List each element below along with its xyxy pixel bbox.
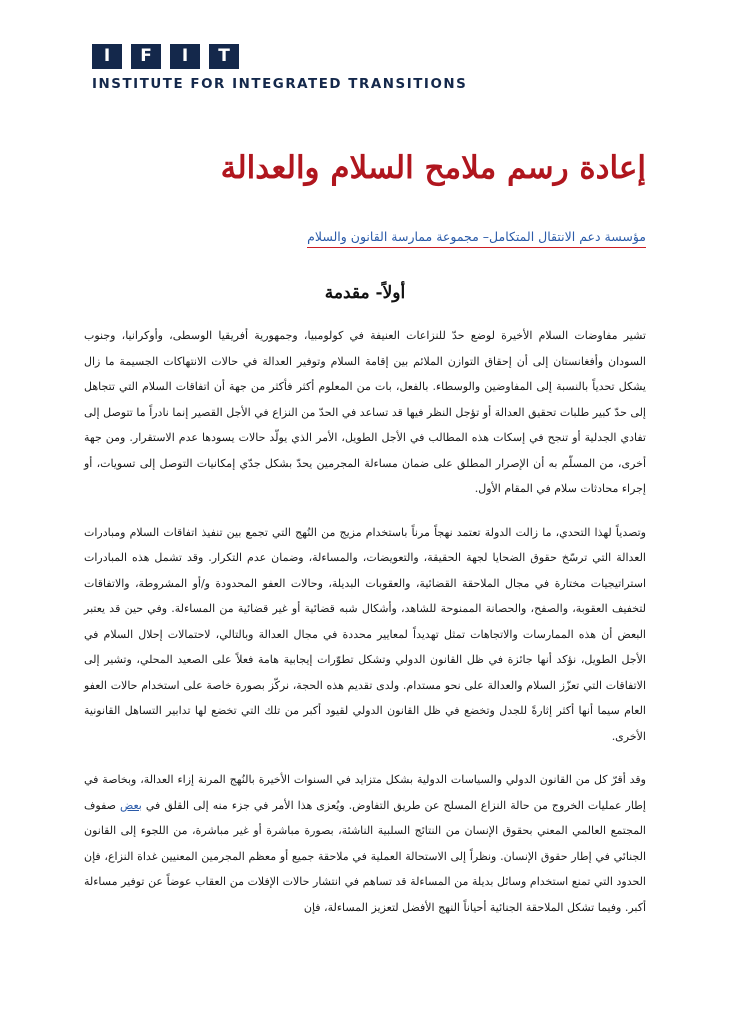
paragraph-text-before-link: وقد أقرّ كل من القانون الدولي والسياسات الدولية بشكل متزايد في السنوات الأخيرة بالنُهج المرنة إزاء العدالة، وبخاصة في إطار عمليات الخروج من حالة النزاع المسلح عن طريق التفاوض. ويُعزى هذا الأمر في جزء منه إلى القلق في bbox=[84, 773, 646, 812]
logo-tagline: INSTITUTE FOR INTEGRATED TRANSITIONS bbox=[92, 77, 468, 92]
document-subtitle: مؤسسة دعم الانتقال المتكامل– مجموعة ممارسة القانون والسلام bbox=[307, 228, 646, 248]
ifit-logo bbox=[92, 44, 467, 92]
paragraph: تشير مفاوضات السلام الأخيرة لوضع حدّ للنزاعات العنيفة في كولومبيا، وجمهورية أفريقيا الوسطى، وأوكرانيا، وجنوب السودان وأفغانستان إلى أن إحقاق التوازن الملائم بين إقامة السلام وتوفير العدالة في حالات الانتهاكات الجسيمة ما زال يشكل تحدياً بالنسبة إلى المفاوضين والوسطاء. بالفعل، بات من المعلوم أكثر فأكثر من جهة أن اتفاقات السلام التي تتجاهل إلى حدّ كبير طلبات تحقيق العدالة أو تؤجل النظر فيها قد تساعد في الحدّ من النزاع في الأجل القصير إنما نادراً ما تتوصل إلى تفادي الجدلية أو تنجح في إسكات هذه المطالب في الأجل الطويل، الأمر الذي يولّد حالات يسودها عدم الاستقرار. ومن جهة أخرى، من المسلّم به أن الإصرار المطلق على ضمان مساءلة المجرمين يحدّ بشكل جدّي إمكانيات التوصل إلى تسويات، أو إجراء محادثات سلام في المقام الأول. bbox=[84, 329, 646, 495]
paragraph bbox=[84, 767, 646, 920]
document-title: إعادة رسم ملامح السلام والعدالة bbox=[220, 150, 646, 186]
logo-letter-box: I bbox=[170, 44, 200, 69]
paragraph: وتصدياً لهذا التحدي، ما زالت الدولة تعتمد نهجاً مرناً باستخدام مزيج من النُهج التي تجمع بين تنفيذ اتفاقات السلام ومبادرات العدالة التي ترسّخ حقوق الضحايا لجهة الحقيقة، والتعويضات، والمساءلة، وضمان عدم التكرار. وقد تشمل هذه المبادرات استراتيجيات مختارة في مجال الملاحقة القضائية، والعقوبات البديلة، وحالات العفو المحدودة و/أو المشروطة، والاتفاقات لتخفيف العقوبة، والصفح، والحصانة الممنوحة للشاهد، وأشكال شبه قضائية أو غير قضائية من المساءلة. وفي حين قد يعتبر البعض أن هذه الممارسات والاتجاهات تمثل تهديداً لمعايير محددة في مجال العدالة وبالتالي، لاحتمالات إحلال السلام في الأجل الطويل، نؤكد أنها جائزة في ظل القانون الدولي وتشكل تطوّرات إيجابية هامة فعلاً على الصعيد المحلي، وتشير إلى الاتفاقات التي تعزّز السلام والعدالة على نحو مستدام. ولدى تقديم هذه الحجة، نركّز بصورة خاصة على استخدام حالات العفو العام سيما أنها أكثر إثارةً للجدل وتخضع في ظل القانون الدولي لقيود أكبر من تلك التي تخضع لها تدابير التساهل القانونية الأخرى. bbox=[84, 525, 646, 743]
inline-link[interactable]: بعض bbox=[120, 798, 142, 812]
logo-letter-box: T bbox=[209, 44, 239, 69]
logo-letter-box: I bbox=[92, 44, 122, 69]
logo-letter-boxes bbox=[92, 44, 467, 69]
logo-letter-box: F bbox=[131, 44, 161, 69]
document-body bbox=[84, 323, 646, 920]
paragraph-text-after-link: صفوف المجتمع العالمي المعني بحقوق الإنسان من النتائج السلبية الناشئة، بصورة مباشرة أو غير مباشرة، من اللجوء إلى القانون الجنائي في إطار حقوق الإنسان. ونظراً إلى الاستحالة العملية في ملاحقة جميع أو معظم المجرمين المعنيين غداة النزاع، فإن الحدود التي تمنع استخدام وسائل بديلة من المساءلة قد تساهم في انتشار حالات الإفلات من العقاب عوضاً عن توفير مساءلة أكبر. وفيما تشكل الملاحقة الجنائية أحياناً النهج الأفضل لتعزيز المساءلة، فإن bbox=[84, 798, 646, 914]
section-heading: أولاً- مقدمة bbox=[324, 283, 406, 303]
